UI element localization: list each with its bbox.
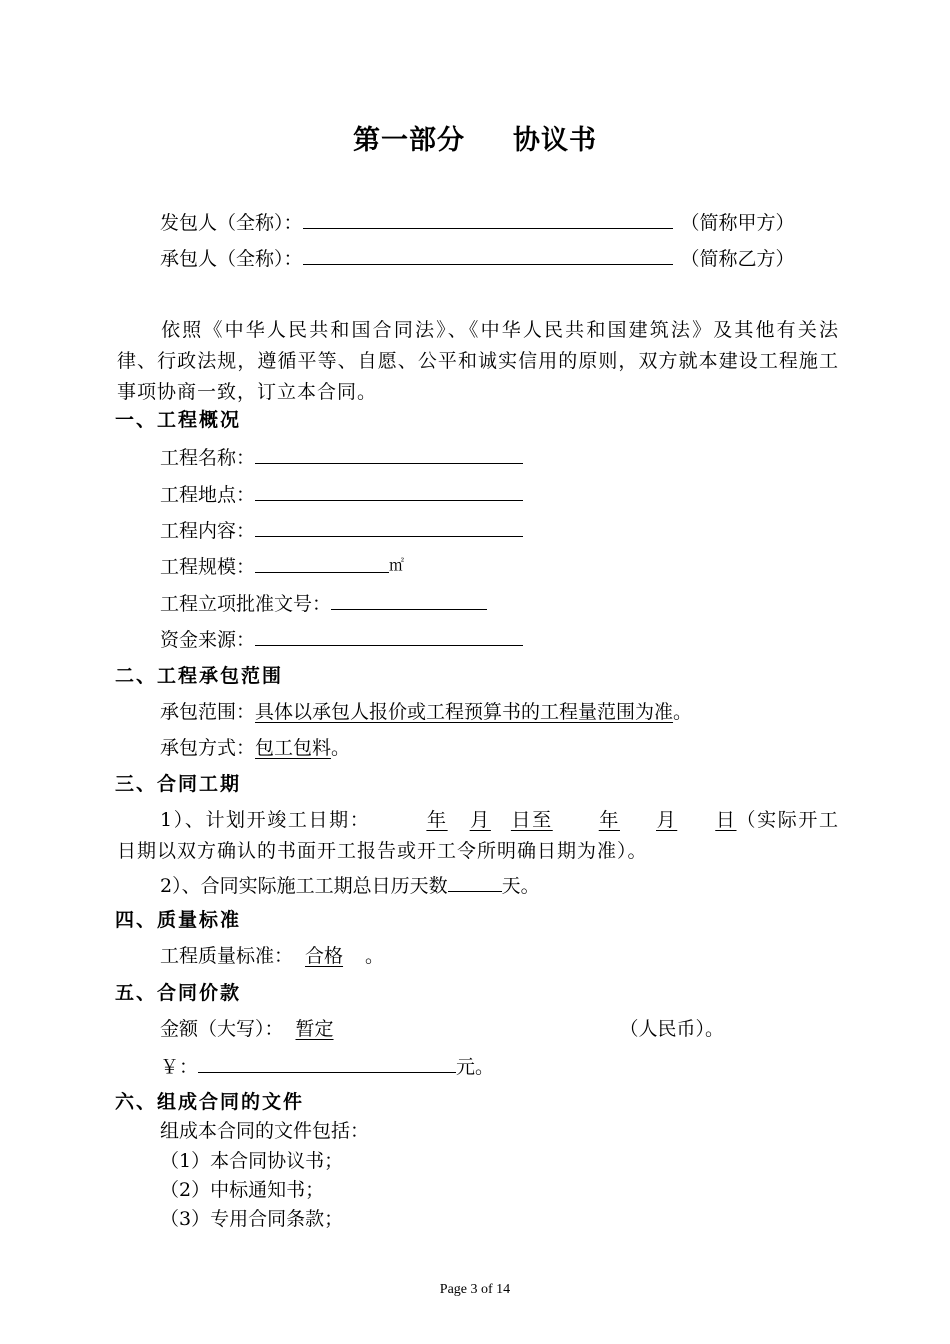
scope-end: 。 xyxy=(673,701,693,723)
start-year: 年 xyxy=(426,809,448,831)
yen-line xyxy=(160,1052,494,1080)
project-location-label: 工程地点： xyxy=(160,484,256,506)
schedule-label: 1）、计划开竣工日期： xyxy=(160,809,371,831)
yen-blank[interactable] xyxy=(198,1052,456,1073)
approval-number-blank[interactable] xyxy=(331,589,487,610)
intro-paragraph xyxy=(117,315,839,408)
section-5-heading: 五、合同价款 xyxy=(115,982,242,1004)
project-scale-unit: ㎡ xyxy=(389,556,405,574)
approval-number-line xyxy=(160,589,487,617)
duration-blank[interactable] xyxy=(448,871,502,892)
mode-end: 。 xyxy=(331,737,351,759)
schedule-item-2 xyxy=(160,871,540,899)
amount-value: 暂定 xyxy=(295,1018,334,1040)
page-title xyxy=(0,118,950,157)
quality-end: 。 xyxy=(365,945,385,967)
employer-label: 发包人（全称）： xyxy=(160,212,303,234)
yen-suffix: 元。 xyxy=(456,1056,495,1078)
amount-suffix: （人民币）。 xyxy=(619,1018,725,1040)
amount-blank[interactable] xyxy=(284,1018,614,1040)
end-month: 月 xyxy=(656,809,678,831)
project-location-line xyxy=(160,480,523,508)
project-content-line xyxy=(160,516,523,544)
mode-value: 包工包料 xyxy=(255,737,332,759)
quality-line xyxy=(160,943,384,969)
start-day-to: 日至 xyxy=(510,809,553,831)
document-item: （2）中标通知书； xyxy=(160,1179,325,1201)
project-scale-label: 工程规模： xyxy=(160,556,256,578)
document-item: （3）专用合同条款； xyxy=(160,1208,344,1230)
contractor-suffix: （简称乙方） xyxy=(680,248,795,270)
project-content-blank[interactable] xyxy=(255,516,523,537)
scope-line xyxy=(160,699,692,725)
quality-label: 工程质量标准： xyxy=(160,945,294,967)
start-date-blank[interactable] xyxy=(370,809,736,831)
project-location-blank[interactable] xyxy=(255,480,523,501)
page-footer: Page 3 of 14 xyxy=(439,1282,511,1297)
project-scale-blank[interactable] xyxy=(255,552,389,573)
title-part: 第一部分 xyxy=(353,125,465,156)
mode-label: 承包方式： xyxy=(160,737,256,759)
section-3-heading: 三、合同工期 xyxy=(115,773,242,795)
quality-value-blank[interactable] xyxy=(293,945,365,967)
employer-blank[interactable] xyxy=(303,208,673,229)
project-name-blank[interactable] xyxy=(255,443,523,464)
scope-label: 承包范围： xyxy=(160,701,256,723)
documents-intro: 组成本合同的文件包括： xyxy=(160,1120,370,1142)
end-year: 年 xyxy=(598,809,620,831)
document-item: （1）本合同协议书； xyxy=(160,1150,344,1172)
yen-label: ￥： xyxy=(160,1056,199,1078)
project-content-label: 工程内容： xyxy=(160,520,256,542)
schedule-rest: （实际开工日期以双方确认的书面开工报告或开工令所明确日期为准）。 xyxy=(117,809,839,862)
duration-label: 2）、合同实际施工工期总日历天数 xyxy=(160,875,448,897)
quality-value: 合格 xyxy=(305,945,344,967)
amount-line xyxy=(160,1016,724,1042)
funding-source-line xyxy=(160,625,523,653)
section-4-heading: 四、质量标准 xyxy=(115,909,242,931)
contractor-line xyxy=(160,244,795,272)
duration-end: 天。 xyxy=(501,875,540,897)
start-month: 月 xyxy=(469,809,491,831)
intro-text: 依照《中华人民共和国合同法》、《中华人民共和国建筑法》及其他有关法律、行政法规，遵循平等、自愿、公平和诚实信用的原则，双方就本建设工程施工事项协商一致，订立本合同。 xyxy=(117,319,839,403)
title-name: 协议书 xyxy=(513,125,597,156)
scope-value: 具体以承包人报价或工程预算书的工程量范围为准 xyxy=(255,701,674,723)
employer-line xyxy=(160,208,795,236)
employer-suffix: （简称甲方） xyxy=(680,212,795,234)
schedule-item-1 xyxy=(117,805,839,867)
funding-source-label: 资金来源： xyxy=(160,629,256,651)
project-scale-line xyxy=(160,552,404,580)
section-1-heading: 一、工程概况 xyxy=(115,409,242,431)
funding-source-blank[interactable] xyxy=(255,625,523,646)
section-2-heading: 二、工程承包范围 xyxy=(115,665,284,687)
amount-label: 金额（大写）： xyxy=(160,1018,284,1040)
project-name-line xyxy=(160,443,523,471)
approval-number-label: 工程立项批准文号： xyxy=(160,593,332,615)
mode-line xyxy=(160,735,350,761)
end-day: 日 xyxy=(715,809,737,831)
project-name-label: 工程名称： xyxy=(160,447,256,469)
contractor-label: 承包人（全称）： xyxy=(160,248,303,270)
contractor-blank[interactable] xyxy=(303,244,673,265)
section-6-heading: 六、组成合同的文件 xyxy=(115,1091,305,1113)
